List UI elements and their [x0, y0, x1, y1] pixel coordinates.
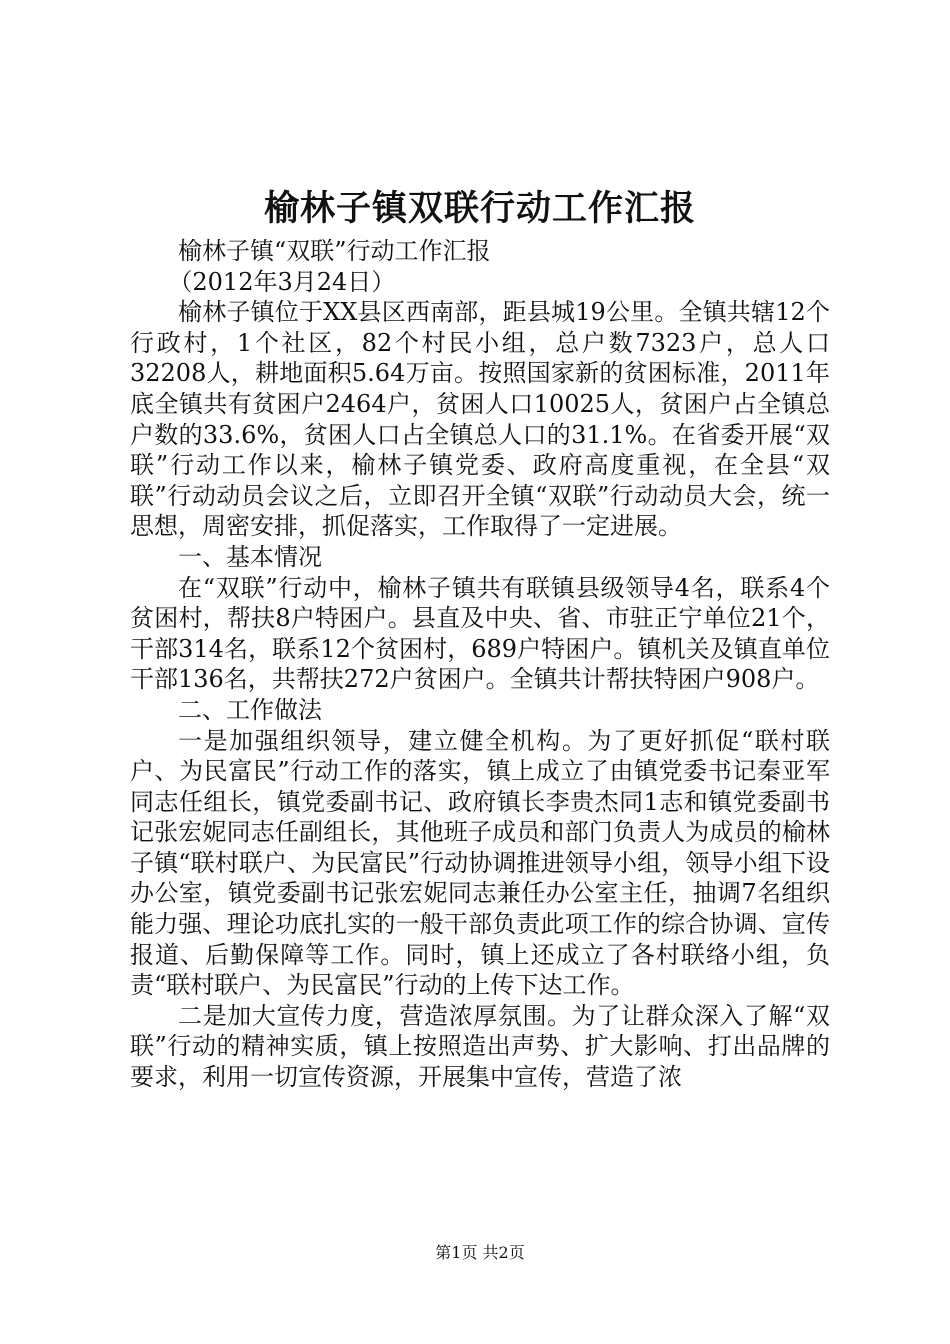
section-heading-basic: 一、基本情况 [178, 542, 322, 571]
paragraph-intro: 榆林子镇位于XX县区西南部，距县城19公里。全镇共辖12个行政村，1个社区，82个村民小组，总户数7323户，总人口32208人，耕地面积5.64万亩。按照国家新的贫困标准，2011年底全镇共有贫困户2464户，贫困人口10025人，贫困户占全镇总户数的33.6%，贫困人口占全镇总人口的31.1%。在省委开展“双联”行动工作以来，榆林子镇党委、政府高度重视，在全县“双联”行动动员会议之后，立即召开全镇“双联”行动动员大会，统一思想，周密安排，抓促落实，工作取得了一定进展。 [130, 298, 830, 541]
page-footer: 第1页 共2页 [435, 1243, 525, 1262]
document-page [130, 0, 830, 1344]
paragraph-basic: 在“双联”行动中，榆林子镇共有联镇县级领导4名，联系4个贫困村，帮扶8户特困户。县直及中央、省、市驻正宁单位21个，干部314名，联系12个贫困村，689户特困户。镇机关及镇直单位干部136名，共帮扶272户贫困户。全镇共计帮扶特困户908户。 [130, 573, 830, 694]
document-date: （2012年3月24日） [168, 267, 396, 296]
paragraph-method-2: 二是加大宣传力度，营造浓厚氛围。为了让群众深入了解“双联”行动的精神实质，镇上按照造出声势、扩大影响、打出品牌的要求，利用一切宣传资源，开展集中宣传，营造了浓 [130, 1001, 830, 1092]
document-title: 榆林子镇双联行动工作汇报 [263, 188, 696, 229]
paragraph-method-1: 一是加强组织领导，建立健全机构。为了更好抓促“联村联户、为民富民”行动工作的落实，镇上成立了由镇党委书记秦亚军同志任组长，镇党委副书记、政府镇长李贵杰同1志和镇党委副书记张宏妮同志任副组长，其他班子成员和部门负责人为成员的榆林子镇“联村联户、为民富民”行动协调推进领导小组，领导小组下设办公室，镇党委副书记张宏妮同志兼任办公室主任，抽调7名组织能力强、理论功底扎实的一般干部负责此项工作的综合协调、宣传报道、后勤保障等工作。同时，镇上还成立了各村联络小组，负责“联村联户、为民富民”行动的上传下达工作。 [130, 726, 830, 1000]
document-subtitle: 榆林子镇“双联”行动工作汇报 [178, 237, 491, 265]
section-heading-methods: 二、工作做法 [178, 695, 322, 724]
document-body [130, 236, 830, 1093]
